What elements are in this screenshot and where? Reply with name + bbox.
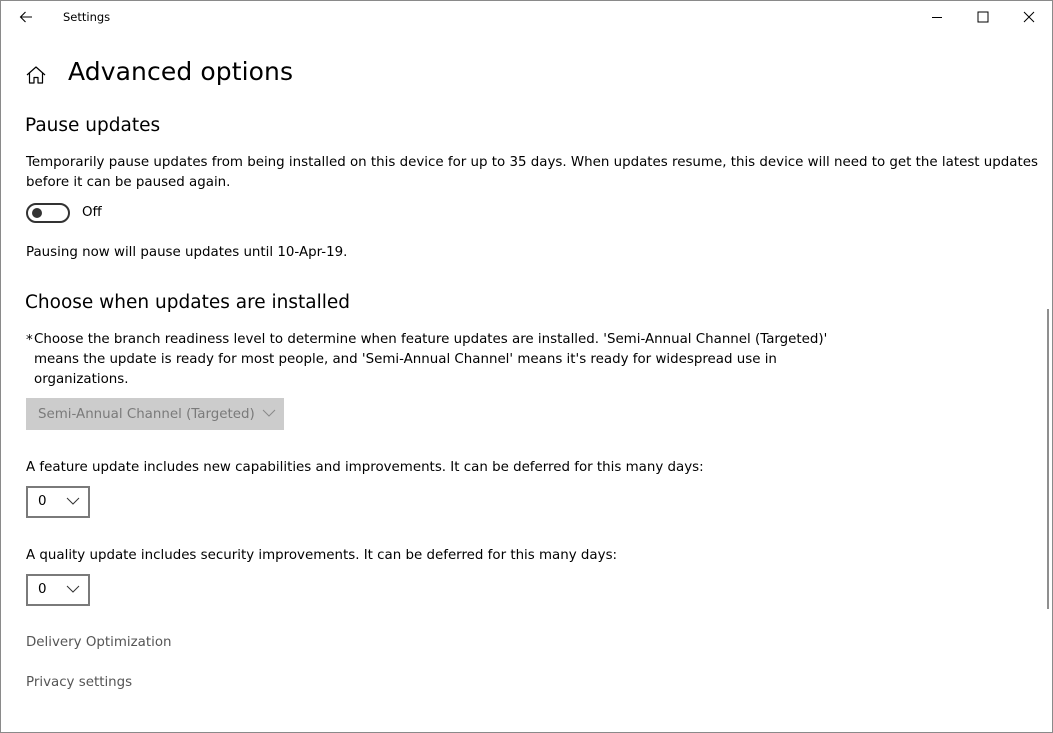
required-asterisk: * [26,333,33,348]
branch-readiness-value: Semi-Annual Channel (Targeted) [38,406,255,422]
chevron-down-icon [66,496,80,506]
branch-description-line3: organizations. [34,372,129,387]
branch-readiness-dropdown[interactable] [26,398,284,430]
pause-updates-toggle[interactable] [26,203,70,223]
toggle-knob [32,208,42,218]
home-icon [25,64,47,86]
quality-update-text: A quality update includes security improvements. It can be deferred for this many days: [26,548,618,563]
back-button[interactable] [9,1,43,33]
close-icon [1023,11,1035,23]
quality-defer-days-value: 0 [38,582,47,597]
page-title: Advanced options [68,57,294,86]
back-arrow-icon [19,11,33,23]
pause-description-line2: before it can be paused again. [26,175,231,190]
minimize-button[interactable] [914,1,960,33]
privacy-settings-link[interactable]: Privacy settings [26,675,133,690]
pause-updates-heading: Pause updates [25,115,161,136]
pause-description-line1: Temporarily pause updates from being installed on this device for up to 35 days. When updates resume, this device will need to get the latest updates [26,155,1038,170]
chevron-down-icon [262,408,276,418]
pause-until-note: Pausing now will pause updates until 10-Apr-19. [26,245,348,260]
maximize-button[interactable] [960,1,1006,33]
quality-defer-days-dropdown[interactable] [26,574,90,606]
maximize-icon [977,11,989,23]
minimize-icon [931,11,943,23]
delivery-optimization-link[interactable]: Delivery Optimization [26,635,172,650]
feature-defer-days-dropdown[interactable] [26,486,90,518]
chevron-down-icon [66,584,80,594]
window-title: Settings [63,10,111,24]
toggle-state-label: Off [82,205,102,220]
home-button[interactable] [25,64,47,86]
title-bar [1,1,1052,33]
feature-defer-days-value: 0 [38,494,47,509]
choose-updates-heading: Choose when updates are installed [25,292,351,313]
close-button[interactable] [1006,1,1052,33]
branch-description-line1: Choose the branch readiness level to determine when feature updates are installed. 'Semi-Annual Channel (Targeted)' [34,332,828,347]
feature-update-text: A feature update includes new capabilities and improvements. It can be deferred for this many days: [26,460,704,475]
scrollbar-thumb[interactable] [1047,309,1049,609]
branch-description-line2: means the update is ready for most people, and 'Semi-Annual Channel' means it's ready for widespread use in [34,352,777,367]
